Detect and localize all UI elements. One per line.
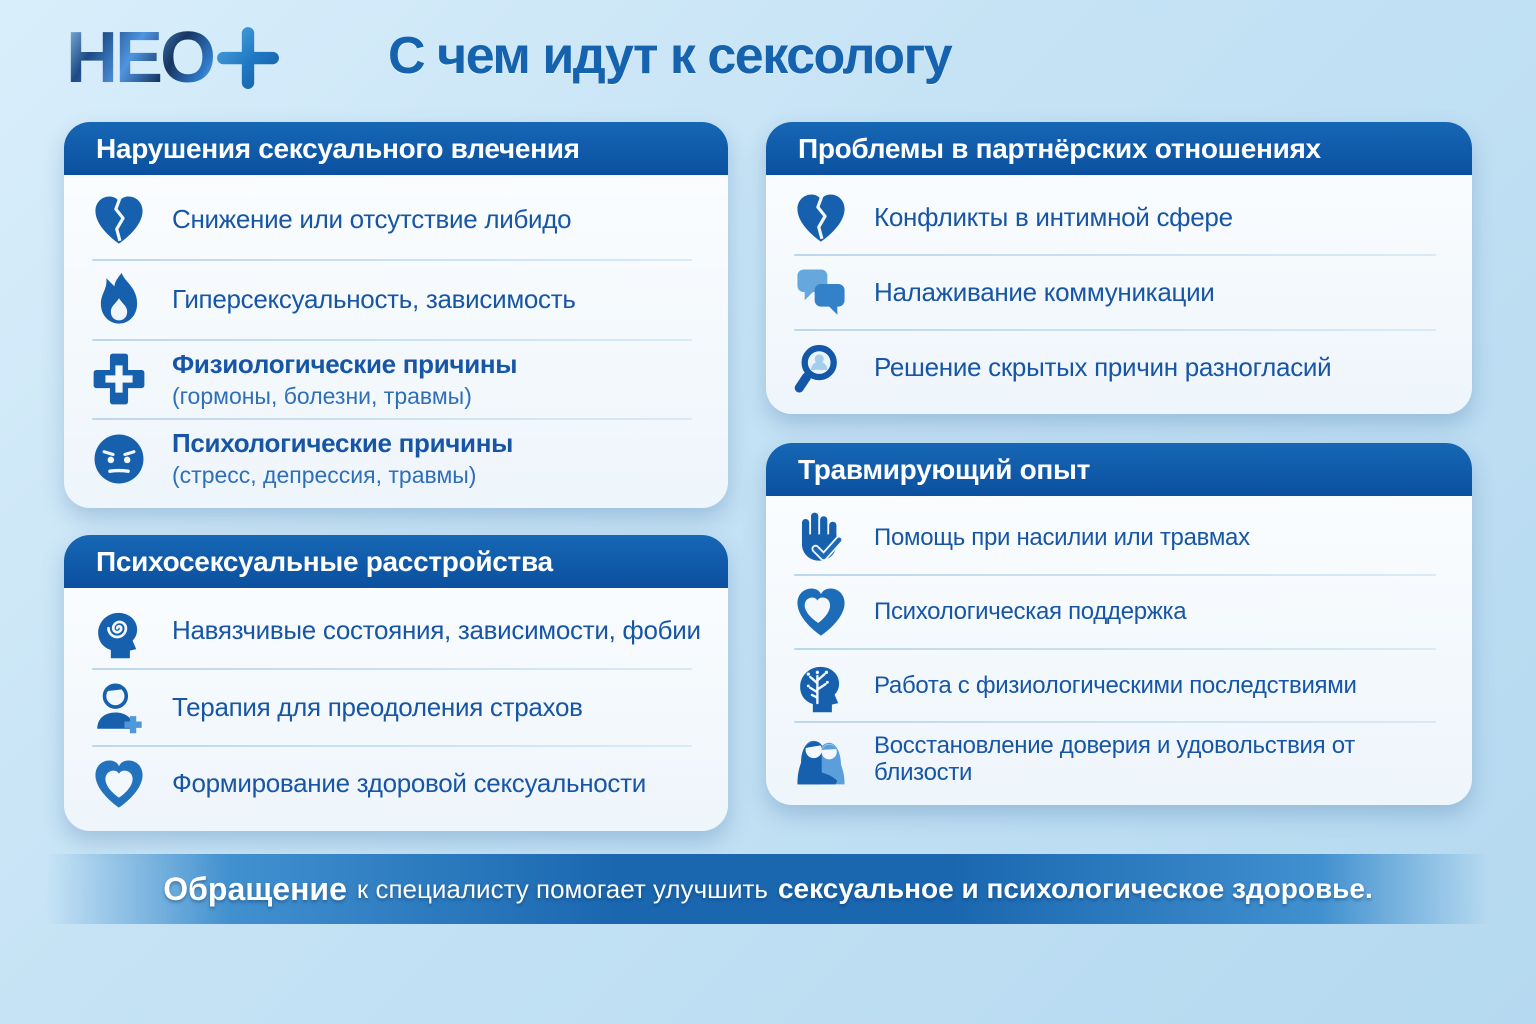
list-item xyxy=(792,256,1446,329)
magnifier-person-icon xyxy=(792,339,850,397)
card-partner-relationship-problems xyxy=(766,122,1472,414)
card-header xyxy=(766,122,1472,175)
card-title: Травмирующий опыт xyxy=(798,453,1091,485)
medical-cross-icon xyxy=(90,350,148,408)
heart-inner-icon xyxy=(792,583,850,641)
card-body xyxy=(64,175,728,508)
banner-middle-text: к специалисту помогает улучшить xyxy=(356,873,768,904)
item-sublabel: (гормоны, болезни, травмы) xyxy=(172,382,472,409)
list-item xyxy=(792,331,1446,404)
sad-face-icon xyxy=(90,430,148,488)
broken-heart-icon xyxy=(90,191,148,249)
list-item xyxy=(90,341,702,419)
list-item xyxy=(792,723,1446,795)
person-plus-icon xyxy=(90,678,148,736)
card-psychosexual-disorders xyxy=(64,535,728,831)
item-label: Психологические причины xyxy=(172,428,514,459)
item-label: Формирование здоровой сексуальности xyxy=(172,767,646,798)
item-label: Гиперсексуальность, зависимость xyxy=(172,283,576,314)
item-label: Психологическая поддержка xyxy=(874,597,1187,625)
hand-check-icon xyxy=(792,509,850,567)
card-header xyxy=(64,535,728,588)
item-label: Работа с физиологическими последствиями xyxy=(874,671,1357,699)
banner-emphasis-text: сексуальное и психологическое здоровье. xyxy=(777,873,1373,904)
item-label: Терапия для преодоления страхов xyxy=(172,691,583,722)
card-title: Психосексуальные расстройства xyxy=(96,545,553,577)
flame-icon xyxy=(90,271,148,329)
list-item xyxy=(90,747,702,821)
banner-lead-text: Обращение xyxy=(163,870,347,907)
card-sexual-desire-disorders xyxy=(64,122,728,508)
list-item xyxy=(90,670,702,744)
list-item xyxy=(90,594,702,668)
logo-text: НЕО xyxy=(66,18,214,98)
logo xyxy=(66,18,281,98)
item-label: Навязчивые состояния, зависимости, фобии xyxy=(172,615,701,646)
head-spiral-icon xyxy=(90,602,148,660)
list-item xyxy=(90,181,702,259)
head-tree-icon xyxy=(792,656,850,714)
item-label: Конфликты в интимной сфере xyxy=(874,201,1233,232)
item-label: Снижение или отсутствие либидо xyxy=(172,203,572,234)
list-item xyxy=(792,650,1446,722)
card-body xyxy=(64,588,728,831)
list-item xyxy=(90,261,702,339)
list-item xyxy=(90,420,702,498)
couple-icon xyxy=(792,730,850,788)
item-label: Восстановление доверия и удовольствия от близости xyxy=(874,731,1355,787)
card-traumatic-experience xyxy=(766,443,1472,805)
card-header xyxy=(64,122,728,175)
item-label: Физиологические причины xyxy=(172,348,518,379)
item-label: Помощь при насилии или травмах xyxy=(874,524,1250,552)
item-sublabel: (стресс, депрессия, травмы) xyxy=(172,462,477,489)
card-title: Проблемы в партнёрских отношениях xyxy=(798,132,1321,164)
broken-heart-icon xyxy=(792,189,850,247)
list-item xyxy=(792,181,1446,254)
item-label: Налаживание коммуникации xyxy=(874,276,1215,307)
list-item xyxy=(792,502,1446,574)
page-title: С чем идут к сексологу xyxy=(388,27,952,85)
card-header xyxy=(766,443,1472,496)
chat-bubbles-icon xyxy=(792,264,850,322)
list-item xyxy=(792,576,1446,648)
logo-plus-icon xyxy=(215,25,281,91)
heart-icon xyxy=(90,755,148,813)
card-title: Нарушения сексуального влечения xyxy=(96,132,580,164)
item-label: Решение скрытых причин разногласий xyxy=(874,351,1332,382)
card-body xyxy=(766,496,1472,805)
footer-banner xyxy=(0,854,1536,924)
card-body xyxy=(766,175,1472,414)
